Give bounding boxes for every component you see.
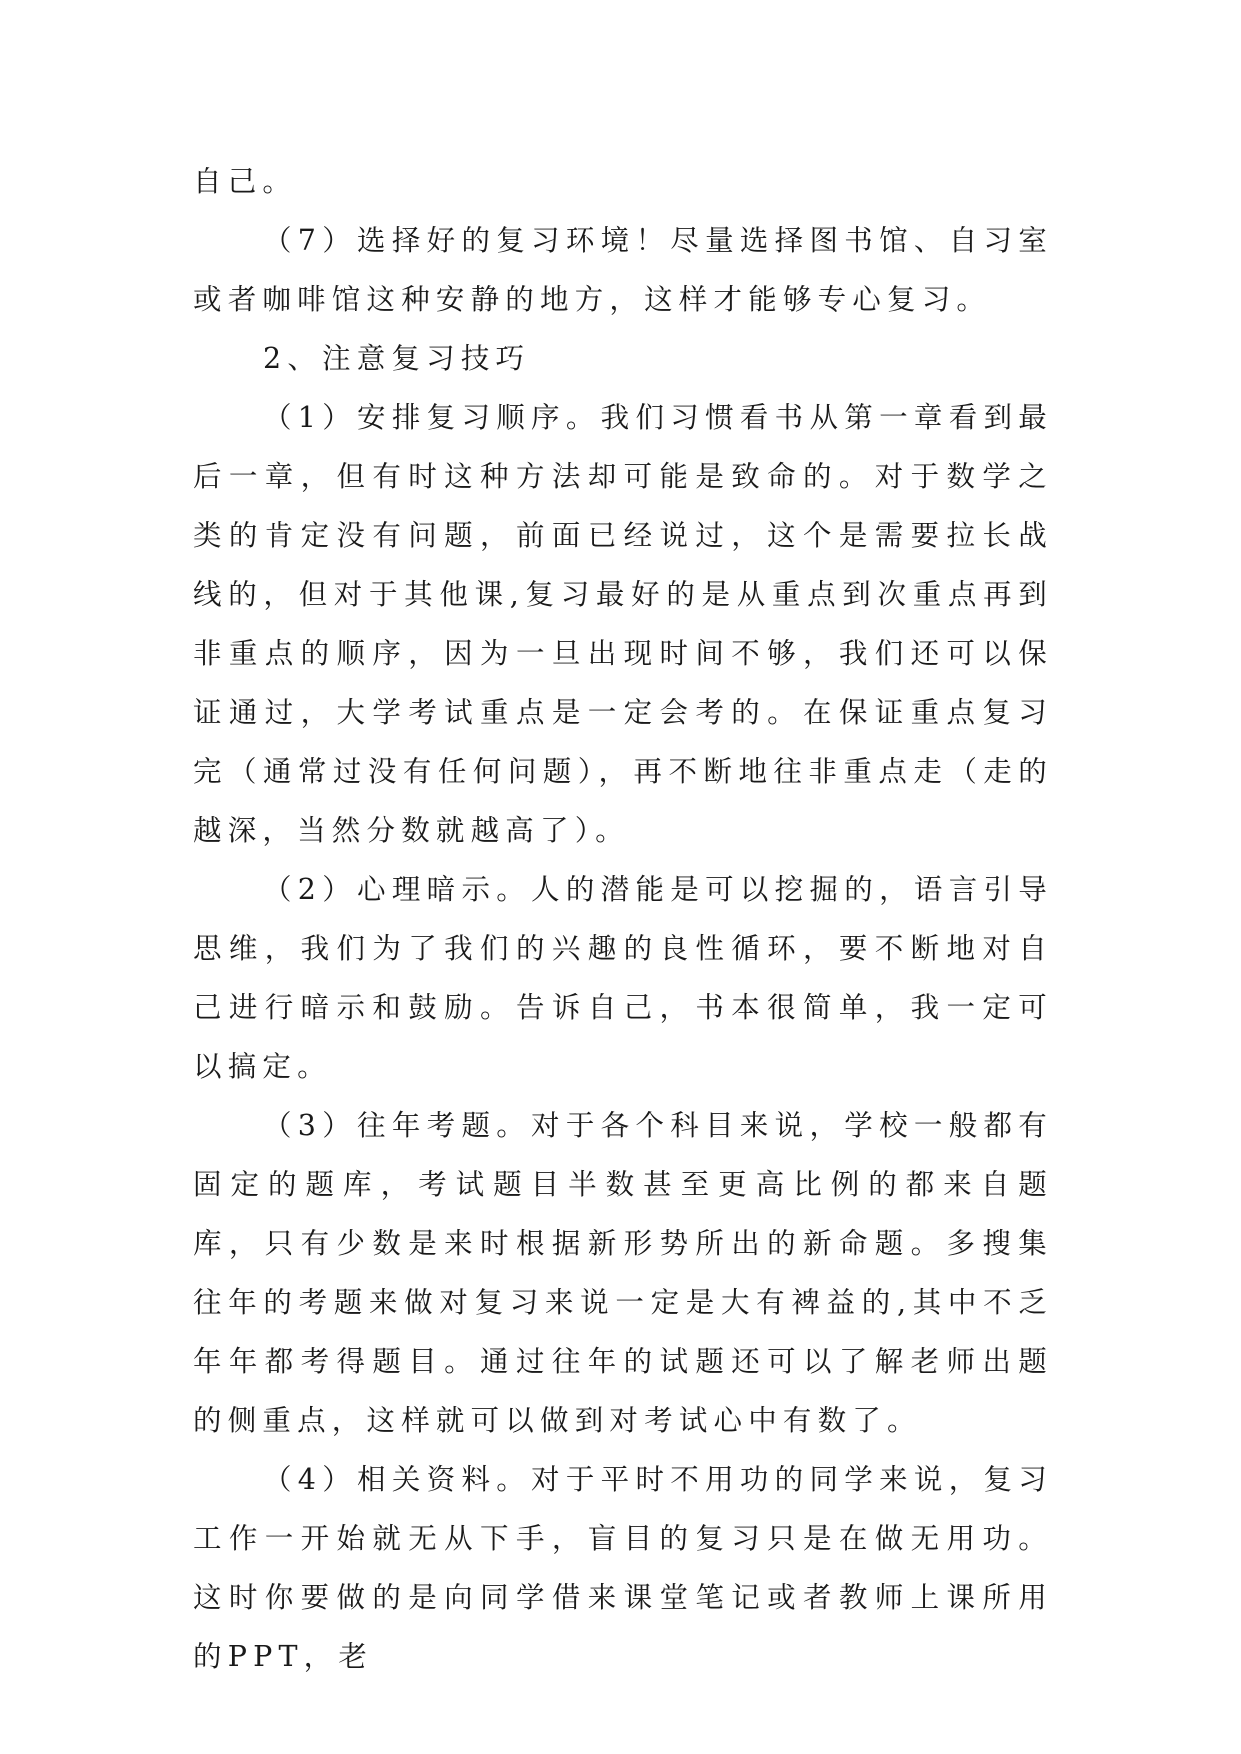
paragraph-continuation: 自己。 [193,165,298,198]
paragraph-item-3-past-exams: （3）往年考题。对于各个科目来说，学校一般都有固定的题库，考试题目半数甚至更高比例的都来自题库，只有少数是来时根据新形势所出的新命题。多搜集往年的考题来做对复习来说一定是大有裨益的,其中不乏年年都考得题目。通过往年的试题还可以了解老师出题的侧重点，这样就可以做到对考试心中有数了。 [193,1109,1053,1437]
section-heading-review-techniques: 2、注意复习技巧 [263,342,531,375]
paragraph-item-1-review-order: （1）安排复习顺序。我们习惯看书从第一章看到最后一章，但有时这种方法却可能是致命的。对于数学之类的肯定没有问题，前面已经说过，这个是需要拉长战线的，但对于其他课,复习最好的是从重点到次重点再到非重点的顺序，因为一旦出现时间不够，我们还可以保证通过，大学考试重点是一定会考的。在保证重点复习完（通常过没有任何问题），再不断地往非重点走（走的越深，当然分数就越高了）。 [193,401,1053,847]
paragraph-item-2-psychological-hint: （2）心理暗示。人的潜能是可以挖掘的，语言引导思维，我们为了我们的兴趣的良性循环，要不断地对自己进行暗示和鼓励。告诉自己，书本很简单，我一定可以搞定。 [193,873,1053,1083]
paragraph-item-7-environment: （7）选择好的复习环境！尽量选择图书馆、自习室或者咖啡馆这种安静的地方，这样才能够专心复习。 [193,224,1053,316]
document-body [193,152,1053,1686]
paragraph-item-4-related-materials: （4）相关资料。对于平时不用功的同学来说，复习工作一开始就无从下手，盲目的复习只是在做无用功。这时你要做的是向同学借来课堂笔记或者教师上课所用的PPT，老 [193,1463,1053,1673]
